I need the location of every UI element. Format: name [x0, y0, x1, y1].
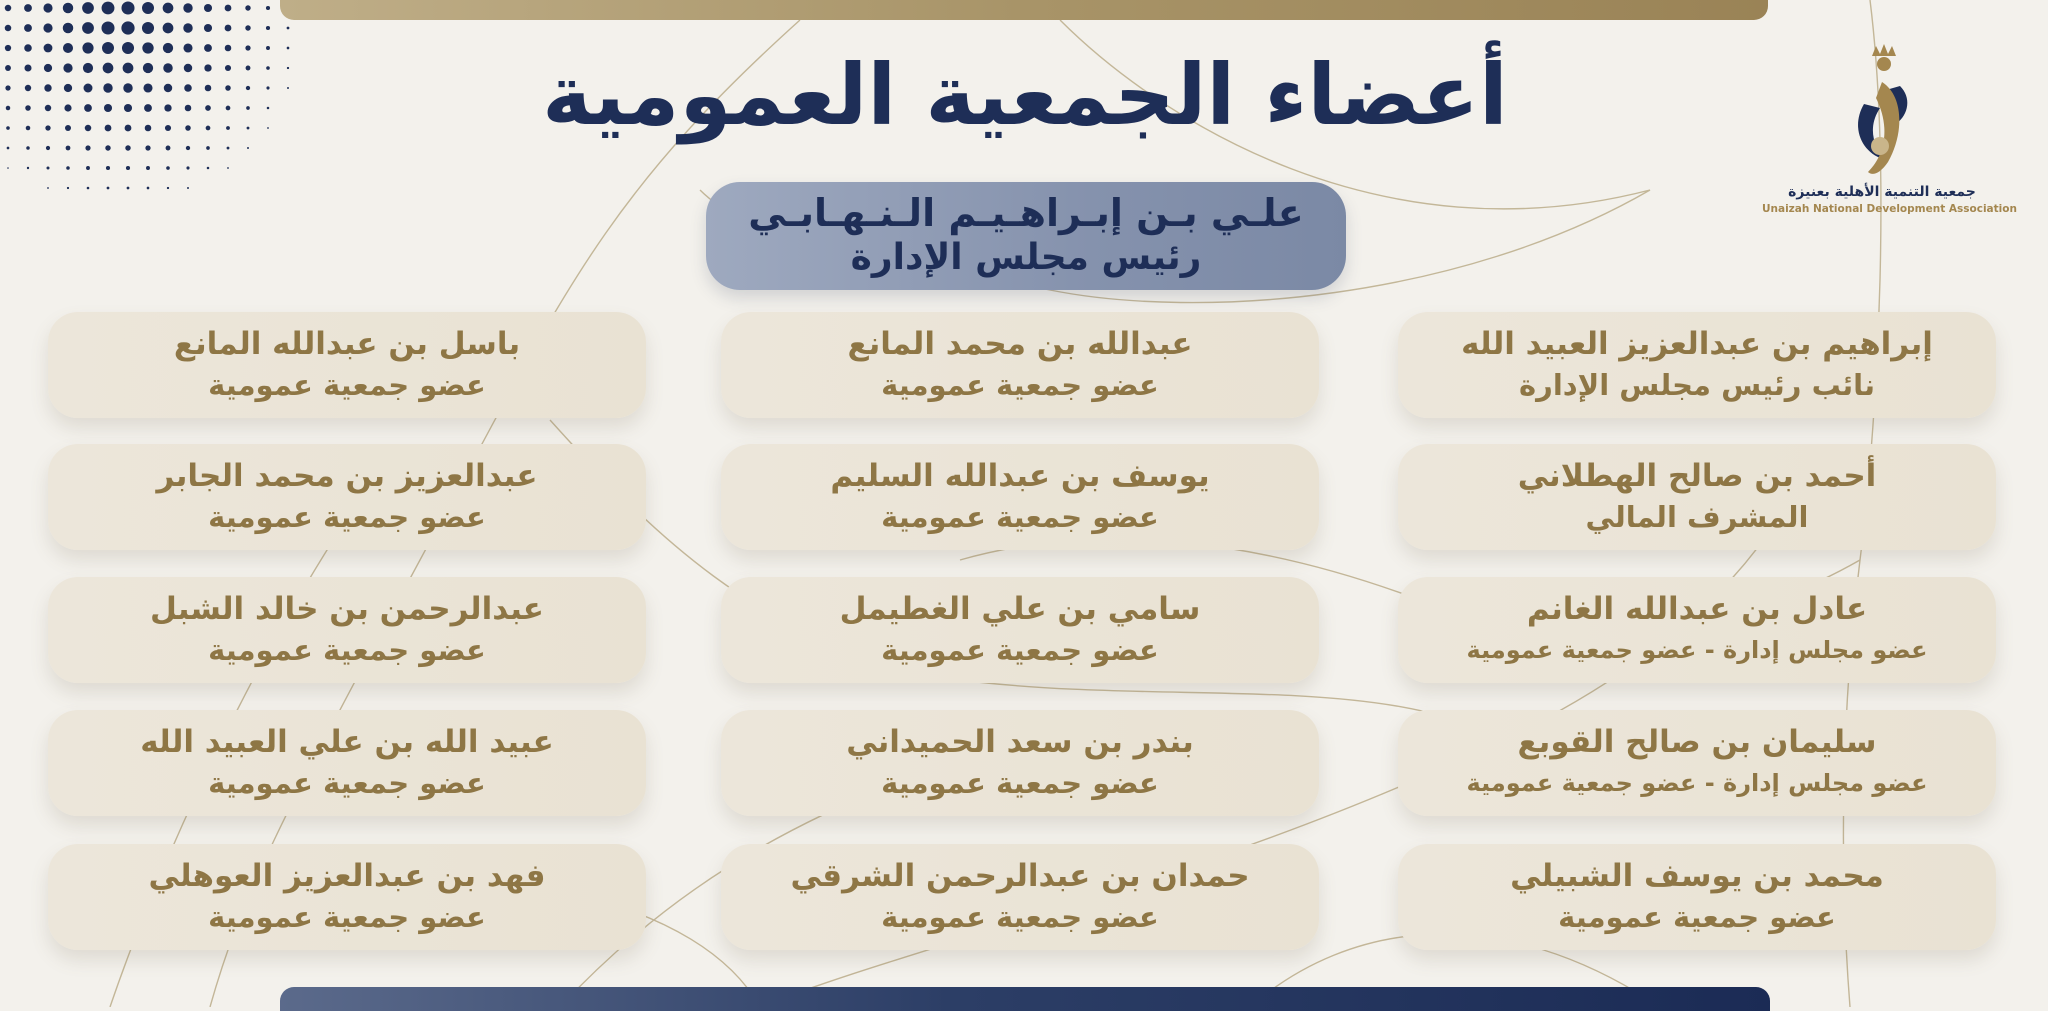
- halftone-dot: [266, 86, 269, 89]
- halftone-dot: [102, 2, 115, 15]
- halftone-dot: [246, 106, 250, 110]
- halftone-dot: [25, 85, 31, 91]
- member-card: [48, 577, 646, 683]
- member-card: [721, 710, 1319, 816]
- halftone-dot: [44, 44, 53, 53]
- halftone-dot: [225, 85, 231, 91]
- halftone-dot: [24, 4, 32, 12]
- member-role: عضو جمعية عمومية: [881, 500, 1159, 534]
- halftone-dot: [5, 85, 10, 90]
- halftone-dot: [186, 166, 189, 169]
- halftone-dot: [64, 84, 72, 92]
- halftone-dot: [5, 65, 11, 71]
- halftone-dot: [142, 22, 154, 34]
- halftone-dot: [226, 106, 231, 111]
- halftone-dot: [207, 167, 210, 170]
- halftone-dot: [167, 187, 169, 189]
- halftone-dot: [26, 146, 30, 150]
- halftone-dot: [6, 106, 11, 111]
- page-title: أعضاء الجمعية العمومية: [542, 46, 1508, 144]
- halftone-dot: [123, 63, 134, 74]
- halftone-dot: [246, 66, 251, 71]
- halftone-dot: [146, 166, 150, 170]
- halftone-dot: [247, 127, 250, 130]
- member-card: [721, 444, 1319, 550]
- member-name: عبدالرحمن بن خالد الشبل: [150, 591, 544, 627]
- halftone-dot: [44, 84, 51, 91]
- halftone-dot: [163, 63, 172, 72]
- halftone-dot: [45, 105, 51, 111]
- member-card: [48, 444, 646, 550]
- member-role: عضو جمعية عمومية: [208, 766, 486, 800]
- halftone-dot: [166, 166, 170, 170]
- halftone-dot: [204, 64, 211, 71]
- logo-arabic-text: جمعية التنمية الأهلية بعنيزة: [1788, 184, 1976, 200]
- halftone-dot: [123, 83, 132, 92]
- halftone-dot: [66, 166, 70, 170]
- halftone-dot: [205, 85, 212, 92]
- member-role: عضو جمعية عمومية: [881, 368, 1159, 402]
- chairman-name: علـي بـن إبـراهـيـم الـنـهـابـي: [748, 191, 1304, 235]
- halftone-dot: [204, 24, 212, 32]
- halftone-dot: [105, 125, 112, 132]
- halftone-dot: [64, 104, 71, 111]
- halftone-dot: [45, 125, 50, 130]
- halftone-dot: [44, 64, 52, 72]
- halftone-dot: [25, 105, 31, 111]
- halftone-dot: [287, 47, 290, 50]
- halftone-dot: [245, 5, 250, 10]
- halftone-dot: [103, 83, 112, 92]
- halftone-dots: [0, 0, 320, 250]
- halftone-dot: [267, 127, 269, 129]
- halftone-dot: [142, 42, 153, 53]
- member-role: عضو جمعية عمومية: [208, 633, 486, 667]
- halftone-dot: [24, 64, 31, 71]
- member-name: حمدان بن عبدالرحمن الشرقي: [790, 858, 1250, 894]
- halftone-dot: [164, 104, 171, 111]
- member-name: سامي بن علي الغطيمل: [839, 591, 1201, 627]
- halftone-dot: [287, 87, 289, 89]
- halftone-dot: [266, 66, 270, 70]
- halftone-dot: [186, 146, 190, 150]
- member-role: عضو مجلس إدارة - عضو جمعية عمومية: [1466, 636, 1928, 664]
- member-role: عضو جمعية عمومية: [208, 500, 486, 534]
- halftone-dot: [246, 86, 250, 90]
- halftone-dot: [183, 23, 192, 32]
- halftone-dot: [204, 4, 212, 12]
- member-role: عضو جمعية عمومية: [881, 766, 1159, 800]
- halftone-dot: [63, 43, 73, 53]
- halftone-dot: [121, 21, 134, 34]
- halftone-dot: [103, 63, 114, 74]
- halftone-dot: [183, 3, 192, 12]
- halftone-dot: [7, 147, 10, 150]
- halftone-dot: [163, 23, 174, 34]
- halftone-dot: [125, 145, 130, 150]
- halftone-dot: [7, 167, 9, 169]
- halftone-dot: [82, 42, 93, 53]
- halftone-dot: [143, 83, 152, 92]
- halftone-dot: [227, 167, 229, 169]
- halftone-dot: [185, 125, 191, 131]
- member-card: [1398, 312, 1996, 418]
- member-name: باسل بن عبدالله المانع: [173, 326, 521, 362]
- halftone-dot: [6, 126, 10, 130]
- member-card: [48, 312, 646, 418]
- halftone-dot: [5, 5, 12, 12]
- logo-mark-icon: [1842, 42, 1922, 182]
- chairman-role: رئيس مجلس الإدارة: [850, 237, 1202, 278]
- halftone-dot: [84, 84, 93, 93]
- member-role: عضو جمعية عمومية: [208, 368, 486, 402]
- halftone-dot: [287, 27, 290, 30]
- member-card: [721, 844, 1319, 950]
- member-card: [48, 710, 646, 816]
- halftone-dot: [43, 3, 52, 12]
- member-name: محمد بن يوسف الشبيلي: [1510, 858, 1884, 894]
- member-card: [48, 844, 646, 950]
- halftone-dot: [227, 147, 230, 150]
- member-name: سليمان بن صالح القوبع: [1517, 724, 1877, 760]
- member-name: أحمد بن صالح الهطلاني: [1517, 458, 1877, 494]
- logo-english-text: Unaizah National Development Association: [1762, 203, 2017, 215]
- member-name: فهد بن عبدالعزيز العوهلي: [148, 858, 546, 894]
- halftone-dot: [185, 105, 192, 112]
- halftone-dot: [87, 187, 90, 190]
- halftone-dot: [225, 65, 231, 71]
- member-name: يوسف بن عبدالله السليم: [830, 458, 1210, 494]
- halftone-dot: [184, 64, 192, 72]
- halftone-dot: [24, 24, 32, 32]
- halftone-dot: [206, 146, 210, 150]
- halftone-dot: [245, 45, 250, 50]
- member-card: [721, 577, 1319, 683]
- halftone-dot: [204, 44, 212, 52]
- halftone-dot: [5, 25, 12, 32]
- halftone-dot: [166, 146, 171, 151]
- member-role: عضو جمعية عمومية: [881, 633, 1159, 667]
- halftone-dot: [27, 167, 29, 169]
- chairman-card: [706, 182, 1346, 290]
- halftone-dot: [104, 104, 112, 112]
- member-role: عضو مجلس إدارة - عضو جمعية عمومية: [1466, 769, 1928, 797]
- halftone-dot: [145, 125, 152, 132]
- member-role: عضو جمعية عمومية: [1558, 900, 1836, 934]
- halftone-dot: [24, 44, 32, 52]
- halftone-dot: [106, 166, 110, 170]
- member-name: عبدالعزيز بن محمد الجابر: [156, 458, 538, 494]
- halftone-dot: [267, 107, 270, 110]
- member-card: [1398, 577, 1996, 683]
- halftone-dot: [67, 187, 69, 189]
- member-name: عبيد الله بن علي العبيد الله: [140, 724, 554, 760]
- halftone-dot: [266, 46, 270, 50]
- member-role: المشرف المالي: [1585, 500, 1809, 534]
- halftone-dot: [266, 26, 270, 30]
- halftone-dot: [101, 21, 114, 34]
- halftone-dot: [5, 45, 11, 51]
- halftone-dot: [121, 1, 134, 14]
- member-name: عبدالله بن محمد المانع: [847, 326, 1193, 362]
- halftone-dot: [26, 126, 31, 131]
- halftone-dot: [144, 104, 152, 112]
- bottom-accent-bar: [280, 987, 1770, 1011]
- halftone-dot: [164, 84, 172, 92]
- member-name: إبراهيم بن عبدالعزيز العبيد الله: [1461, 326, 1933, 362]
- halftone-dot: [63, 23, 74, 34]
- member-role: نائب رئيس مجلس الإدارة: [1519, 368, 1875, 402]
- halftone-dot: [206, 126, 211, 131]
- member-card: [1398, 710, 1996, 816]
- halftone-dot: [266, 6, 270, 10]
- halftone-dot: [287, 67, 289, 69]
- halftone-dot: [86, 166, 90, 170]
- halftone-dot: [163, 43, 173, 53]
- halftone-dot: [245, 25, 250, 30]
- halftone-dot: [122, 42, 134, 54]
- halftone-dot: [125, 125, 132, 132]
- halftone-dot: [84, 104, 92, 112]
- halftone-dot: [147, 187, 150, 190]
- member-card: [721, 312, 1319, 418]
- halftone-dot: [82, 2, 94, 14]
- halftone-dot: [163, 3, 174, 14]
- halftone-dot: [102, 42, 114, 54]
- top-accent-bar: [280, 0, 1768, 20]
- halftone-dot: [225, 25, 232, 32]
- member-name: عادل بن عبدالله الغانم: [1526, 591, 1868, 627]
- halftone-dot: [142, 2, 154, 14]
- halftone-dot: [65, 125, 71, 131]
- halftone-dot: [47, 187, 49, 189]
- halftone-dot: [184, 84, 192, 92]
- halftone-dot: [226, 126, 230, 130]
- halftone-dot: [187, 187, 189, 189]
- association-logo: [1762, 42, 2017, 232]
- member-role: عضو جمعية عمومية: [881, 900, 1159, 934]
- member-name: بندر بن سعد الحميداني: [846, 724, 1194, 760]
- halftone-dot: [143, 63, 153, 73]
- halftone-dot: [205, 105, 211, 111]
- halftone-dot: [165, 125, 171, 131]
- halftone-dot: [85, 145, 90, 150]
- halftone-dot: [46, 166, 49, 169]
- halftone-dot: [63, 63, 72, 72]
- member-card: [1398, 844, 1996, 950]
- halftone-dot: [85, 125, 92, 132]
- halftone-dot: [127, 187, 130, 190]
- member-role: عضو جمعية عمومية: [208, 900, 486, 934]
- halftone-dot: [66, 146, 71, 151]
- halftone-dot: [225, 5, 232, 12]
- halftone-dot: [63, 3, 73, 13]
- halftone-dot: [225, 45, 232, 52]
- halftone-dot: [107, 187, 110, 190]
- halftone-dot: [46, 146, 50, 150]
- halftone-dot: [82, 22, 94, 34]
- member-card: [1398, 444, 1996, 550]
- halftone-dot: [247, 147, 249, 149]
- halftone-dot: [83, 63, 93, 73]
- halftone-dot: [124, 104, 132, 112]
- halftone-dot: [126, 166, 130, 170]
- halftone-dot: [105, 145, 110, 150]
- halftone-dot: [43, 23, 52, 32]
- halftone-dot: [145, 145, 150, 150]
- halftone-dot: [183, 43, 192, 52]
